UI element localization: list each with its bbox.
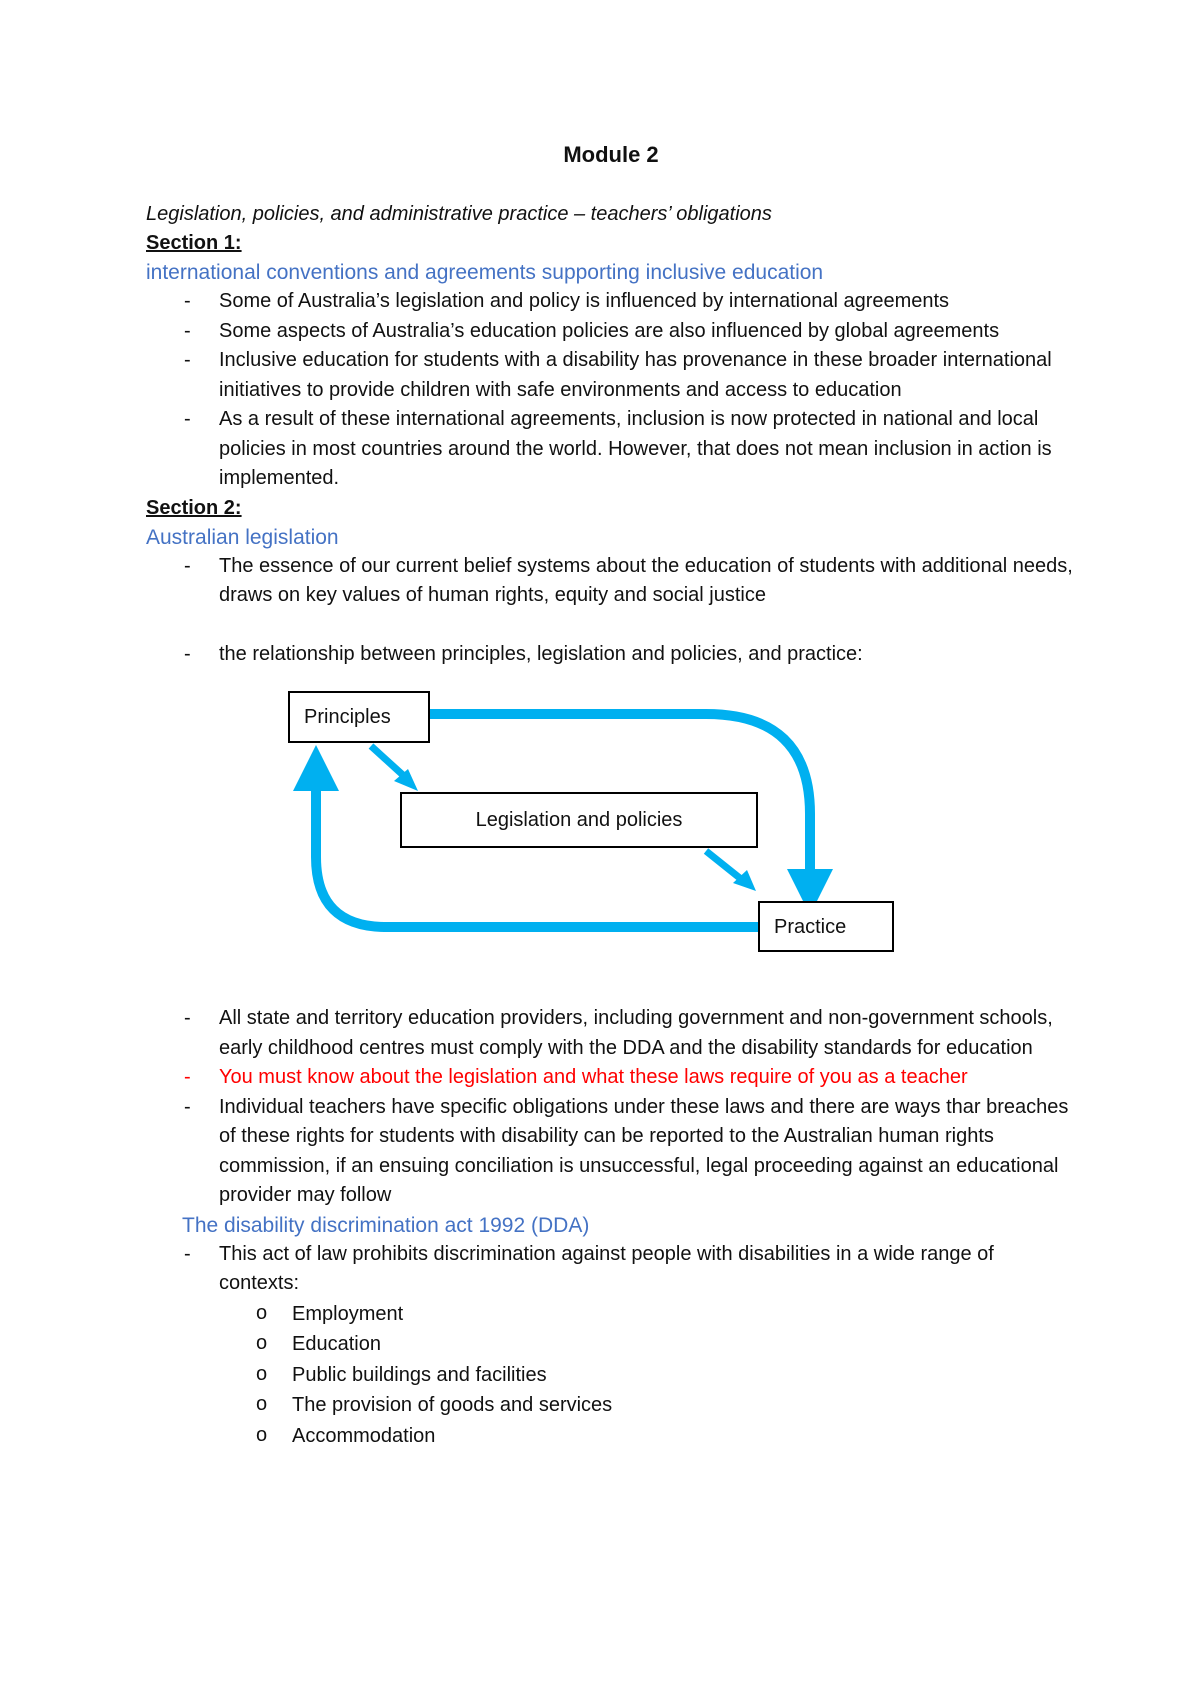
list-item: - Inclusive education for students with a disability has provenance in these broader international initiatives to provide children with safe environments and access to education [146, 346, 1076, 405]
context-item: o Public buildings and facilities [146, 1360, 1076, 1391]
practice-box [758, 901, 894, 952]
relationship-diagram [146, 669, 1076, 1004]
arrow-principles-to-legislation [371, 746, 404, 776]
arrow-head-up [293, 745, 339, 791]
list-item: - Some of Australia’s legislation and policy is influenced by international agreements [146, 287, 1076, 317]
section-2-bullet-list [146, 552, 1076, 670]
legislation-box [400, 792, 758, 848]
principles-label: Principles [304, 706, 391, 728]
practice-label: Practice [774, 915, 847, 938]
list-item: - All state and territory education providers, including government and non-government schools, early childhood centres must comply with the DDA and the disability standards for education [146, 1004, 1076, 1063]
dda-heading: The disability discrimination act 1992 (DDA) [182, 1213, 590, 1237]
document-content [146, 140, 1076, 1451]
dda-context-list [146, 1299, 1076, 1452]
section-2-bullet-list-after [146, 1004, 1076, 1211]
section-1-label: Section 1: [146, 232, 242, 254]
list-item: - This act of law prohibits discrimination against people with disabilities in a wide range of contexts: [146, 1240, 1076, 1299]
list-item: - the relationship between principles, legislation and policies, and practice: [146, 640, 1076, 670]
arrow-legislation-to-practice [706, 851, 741, 879]
context-item: o Education [146, 1329, 1076, 1360]
principles-box [288, 691, 430, 743]
legislation-label: Legislation and policies [475, 809, 683, 831]
list-item: - Some aspects of Australia’s education policies are also influenced by global agreements [146, 317, 1076, 347]
context-item: o Employment [146, 1299, 1076, 1330]
section-1-heading: international conventions and agreements supporting inclusive education [146, 261, 824, 284]
dda-bullet-list [146, 1240, 1076, 1299]
section-2-label: Section 2: [146, 496, 242, 519]
document-subtitle: Legislation, policies, and administrative practice – teachers’ obligations [146, 203, 772, 225]
section-1-bullet-list [146, 287, 1076, 494]
section-2-heading: Australian legislation [146, 525, 339, 549]
context-item: o Accommodation [146, 1421, 1076, 1452]
context-item: o The provision of goods and services [146, 1390, 1076, 1421]
list-item: - Individual teachers have specific obligations under these laws and there are ways thar breaches of these rights for students with disability can be reported to the Australian human rights commission, if an ensuing conciliation is unsuccessful, legal proceeding against an educational provider may follow [146, 1093, 1076, 1211]
list-item: - As a result of these international agreements, inclusion is now protected in national and local policies in most countries around the world. However, that does not mean inclusion in action is implemented. [146, 405, 1076, 494]
document-title: Module 2 [563, 142, 659, 167]
list-item: - The essence of our current belief systems about the education of students with additional needs, draws on key values of human rights, equity and social justice [146, 552, 1076, 611]
list-item-highlight: - You must know about the legislation and what these laws require of you as a teacher [146, 1063, 1076, 1093]
